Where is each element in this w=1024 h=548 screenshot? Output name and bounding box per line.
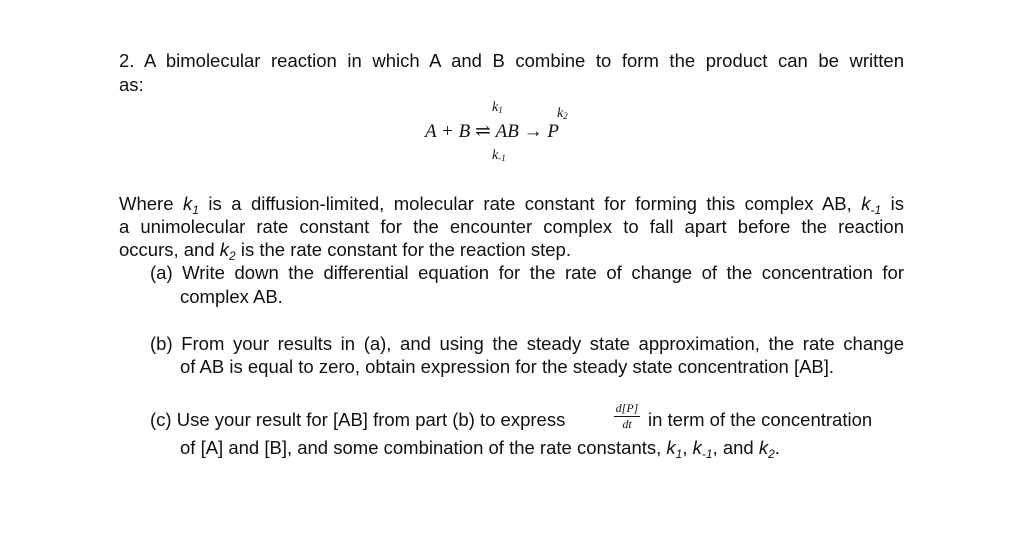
part-a-text-2: complex AB. <box>180 286 283 307</box>
km1-subscript: -1 <box>498 153 506 163</box>
k1-over-arrow <box>492 100 503 118</box>
def-text-1c: is <box>881 193 904 214</box>
part-c-km1-sub: -1 <box>701 447 713 461</box>
def-text-1b: is a diffusion-limited, molecular rate constant for forming this complex AB, <box>198 193 862 214</box>
part-c-line-1b <box>648 408 872 431</box>
part-c-km1: k <box>692 437 702 458</box>
intermediate-ab: AB <box>495 121 519 142</box>
question-intro-line-2 <box>119 73 144 96</box>
def-text-3a: occurs, and <box>119 239 220 260</box>
part-c-k2-sub: 2 <box>768 447 775 461</box>
def-k2-sub: 2 <box>229 249 236 263</box>
product-p: P <box>547 121 559 142</box>
k1-letter: k <box>492 100 499 115</box>
part-c-k1-sub: 1 <box>675 447 683 461</box>
intro-text-2: as: <box>119 74 144 95</box>
part-c-sep2: , and <box>712 437 759 458</box>
k1-subscript: 1 <box>498 105 503 115</box>
definition-line-1 <box>119 192 904 215</box>
reaction-line <box>425 121 559 143</box>
k2-letter: k <box>557 106 564 121</box>
part-c-line-1a <box>150 408 565 431</box>
part-b-text-2: of AB is equal to zero, obtain expression for the steady state concentration [AB]. <box>180 356 835 377</box>
k2-subscript: 2 <box>563 111 568 121</box>
reactants: A + B <box>425 121 471 142</box>
def-text-3b: is the rate constant for the reaction step. <box>235 239 571 260</box>
intro-text-1: 2. A bimolecular reaction in which A and B combine to form the product can be written <box>119 50 904 71</box>
part-a-line-1 <box>150 261 904 284</box>
def-k1: k <box>182 193 193 214</box>
fraction-numerator: d[P] <box>615 401 639 415</box>
def-text-1a: Where <box>119 193 183 214</box>
part-c-text-2a: of [A] and [B], and some combination of the rate constants, <box>180 437 667 458</box>
question-intro-line-1 <box>119 49 904 72</box>
forward-arrow: → <box>523 121 543 142</box>
part-b-line-2 <box>180 355 834 378</box>
def-k1-sub: 1 <box>192 203 199 217</box>
part-c-end: . <box>774 437 780 458</box>
part-c-k2: k <box>758 437 769 458</box>
def-k2: k <box>219 239 230 260</box>
definition-line-2 <box>119 215 904 238</box>
part-c-line-2 <box>180 436 780 459</box>
part-c-sep1: , <box>682 437 693 458</box>
part-c-text-1b: in term of the concentration <box>648 409 873 430</box>
part-b-line-1 <box>150 332 904 355</box>
k-minus-1-under-arrow <box>492 148 506 166</box>
km1-letter: k <box>492 148 499 163</box>
part-b-text-1: (b) From your results in (a), and using the steady state approximation, the rate change <box>150 333 904 354</box>
dp-dt-fraction <box>612 402 642 431</box>
equilibrium-arrow: ⇌ <box>474 121 491 142</box>
part-a-text-1: (a) Write down the differential equation for the rate of change of the concentration for <box>150 262 904 283</box>
fraction-denominator: dt <box>622 417 632 431</box>
part-c-text-1a: (c) Use your result for [AB] from part (b) to express <box>150 409 566 430</box>
def-text-2: a unimolecular rate constant for the encounter complex to fall apart before the reaction <box>119 216 904 237</box>
definition-line-3 <box>119 238 571 261</box>
part-a-line-2 <box>180 285 283 308</box>
def-km1: k <box>861 193 871 214</box>
def-km1-sub: -1 <box>870 203 882 217</box>
part-c-k1: k <box>666 437 676 458</box>
